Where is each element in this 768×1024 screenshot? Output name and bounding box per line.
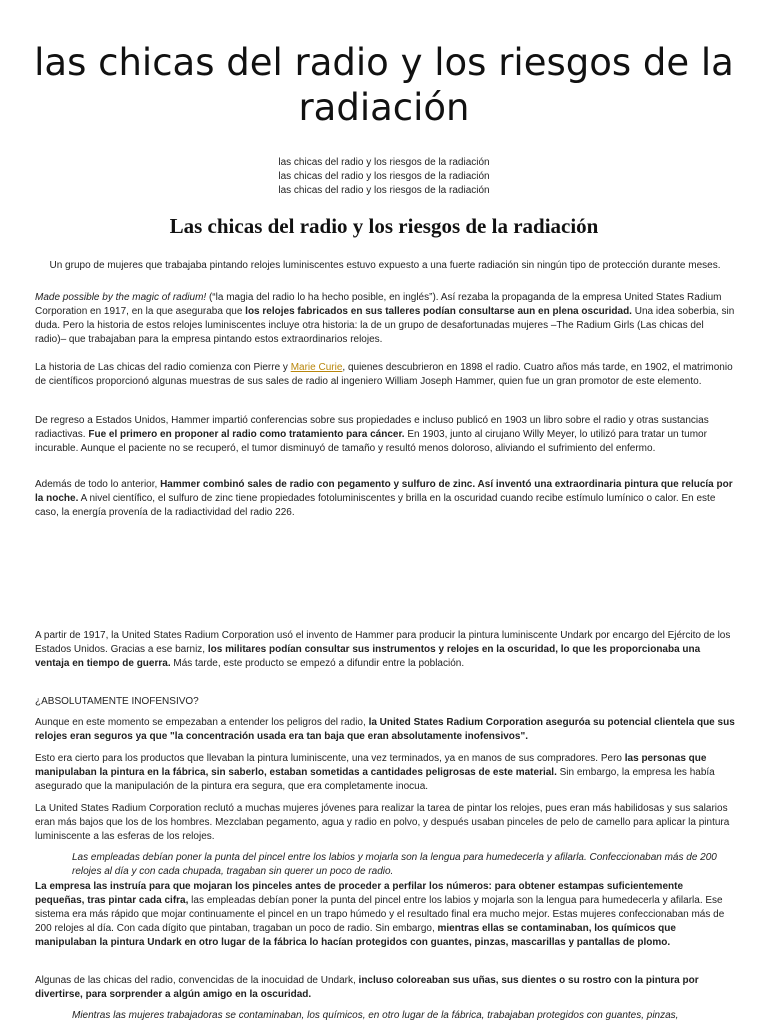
section-heading: ¿ABSOLUTAMENTE INOFENSIVO? (35, 696, 199, 707)
subtitle-line: las chicas del radio y los riesgos de la radiación (278, 171, 490, 182)
text-span: Aunque en este momento se empezaban a entender los peligros del radio, (35, 717, 369, 728)
text-span: A partir de 1917, la United States Radium Corporation usó el invento de Hammer para producir la pintura luminiscente Undark por encargo del Ejército de los Estados Unidos. Gracias a ese barniz, (35, 630, 731, 655)
paragraph-5 (35, 629, 735, 671)
text-span: , quienes descubrieron en 1898 el radio. Cuatro años más tarde, en 1902, el matrimonio de científicos proporcionó algunas muestras de sus sales de radio al ingeniero William Joseph Hammer, quien fue un gran promotor de este elemento. (35, 362, 733, 387)
paragraph-4 (35, 478, 735, 520)
text-span: Más tarde, este producto se empezó a difundir entre la población. (170, 658, 465, 669)
paragraph-3 (35, 414, 735, 456)
paragraph-8: La United States Radium Corporation reclutó a muchas mujeres jóvenes para realizar la tarea de pintar los relojes, pues eran más habilidosas y sus salarios eran más bajos que los de los hombres. Mezclaban pegamento, agua y radio en polvo, y después usaban pinceles de pelo de camello para aplicar la pintura luminiscente a las esferas de los relojes. (35, 803, 730, 842)
subtitle-line: las chicas del radio y los riesgos de la radiación (278, 157, 490, 168)
slogan-text: Made possible by the magic of radium! (35, 292, 207, 303)
text-span: Esto era cierto para los productos que llevaban la pintura luminiscente, una vez terminados, ya en manos de sus compradores. Pero (35, 753, 625, 764)
bold-text: Fue el primero en proponer al radio como tratamiento para cáncer. (88, 429, 405, 440)
subtitle-line: las chicas del radio y los riesgos de la radiación (278, 185, 490, 196)
paragraph-7 (35, 752, 735, 794)
quote-1: Las empleadas debían poner la punta del pincel entre los labios y mojarla son la lengua para humedecerla y afilarla. Confeccionaban más de 200 relojes al día y con cada chupada, tragaban sin querer un poco de radio. (72, 852, 717, 877)
bold-text: las personas que manipulaban la pintura en la fábrica, sin saberlo, estaban sometidas a cantidades peligrosas de este material. (35, 753, 707, 778)
text-span: Una idea soberbia, sin duda. Pero la historia de estos relojes luminiscentes incluye otra historia: la de un grupo de desafortunadas mujeres –The Radium Girls (Las chicas del radio)– que trabajaban para la empresa pintando estos extraordinarios relojes. (35, 306, 735, 345)
quote-2: Mientras las mujeres trabajadoras se contaminaban, los químicos, en otro lugar de la fábrica, trabajaban protegidos con guantes, pinzas, (72, 1010, 679, 1021)
bold-text: incluso coloreaban sus uñas, sus dientes o su rostro con la pintura por divertirse, para sorprender a algún amigo en la oscuridad. (35, 975, 699, 1000)
text-span: La historia de Las chicas del radio comienza con Pierre y (35, 362, 291, 373)
article-heading: Las chicas del radio y los riesgos de la radiación (169, 214, 599, 238)
subtitle-block (0, 156, 768, 198)
paragraph-1 (35, 291, 735, 347)
text-span: Algunas de las chicas del radio, convencidas de la inocuidad de Undark, (35, 975, 359, 986)
text-span: (“la magia del radio lo ha hecho posible, en inglés”). Así rezaba la propaganda de la empresa United States Radium Corporation en 1917, en la que aseguraba que (35, 292, 722, 317)
text-span: En 1903, junto al cirujano Willy Meyer, lo utilizó para tratar un tumor incurable. Aunque el paciente no se recuperó, el tumor disminuyó de tamaño y resultó menos doloroso, aliviando el sufrimiento del enfermo. (35, 429, 707, 454)
article-intro: Un grupo de mujeres que trabajaba pintando relojes luminiscentes estuvo expuesto a una fuerte radiación sin ningún tipo de protección durante meses. (49, 260, 721, 271)
bold-text: mientras ellas se contaminaban, los químicos que manipulaban la pintura Undark en otro lugar de la fábrica lo hacían protegidos con guantes, pinzas, mascarillas y pantallas de plomo. (35, 923, 676, 948)
bold-text: Hammer combinó sales de radio con pegamento y sulfuro de zinc. Así inventó una extraordinaria pintura que relucía por la noche. (35, 479, 733, 504)
marie-curie-link[interactable]: Marie Curie (290, 362, 343, 373)
text-span: Sin embargo, la empresa les había asegurado que la manipulación de la pintura era segura, que era completamente inocua. (35, 767, 715, 792)
bold-text: La empresa las instruía para que mojaran los pinceles antes de proceder a perfilar los números: para obtener estampas suficientemente pequeñas, tras pintar cada cifra, (35, 881, 684, 906)
paragraph-2 (35, 361, 735, 389)
text-span: De regreso a Estados Unidos, Hammer impartió conferencias sobre sus propiedades e incluso publicó en 1903 un libro sobre el radio y otras sustancias radiactivas. (35, 415, 709, 440)
paragraph-6 (35, 716, 735, 744)
text-span: las empleadas debían poner la punta del pincel entre los labios y mojarla son la lengua para humedecerla y afilarla. Ese sistema era más rápido que mojar continuamente el pincel en un trapo húmedo y el resultado final era mucho mejor. Estas mujeres confeccionaban más de 200 relojes al día. Con cada dígito que pintaban, tragaban un poco de radio. Sin embargo, (35, 895, 725, 934)
paragraph-10 (35, 974, 735, 1002)
document-title: las chicas del radio y los riesgos de la radiación (34, 41, 734, 129)
text-span: Además de todo lo anterior, (35, 479, 161, 490)
bold-text: los relojes fabricados en sus talleres podían consultarse aun en plena oscuridad. (245, 306, 632, 317)
text-span: A nivel científico, el sulfuro de zinc tiene propiedades fotoluminiscentes y brilla en la oscuridad cuando recibe estímulo lumínico o calor. En este caso, la energía provenía de la radiactividad del radio 226. (35, 493, 716, 518)
bold-text: la United States Radium Corporation aseguróa su potencial clientela que sus relojes eran seguros ya que "la concentración usada era tan baja que eran absolutamente inofensivos". (35, 717, 735, 742)
paragraph-9 (35, 880, 735, 950)
bold-text: los militares podían consultar sus instrumentos y relojes en la oscuridad, lo que les proporcionaba una ventaja en tiempo de guerra. (35, 644, 701, 669)
